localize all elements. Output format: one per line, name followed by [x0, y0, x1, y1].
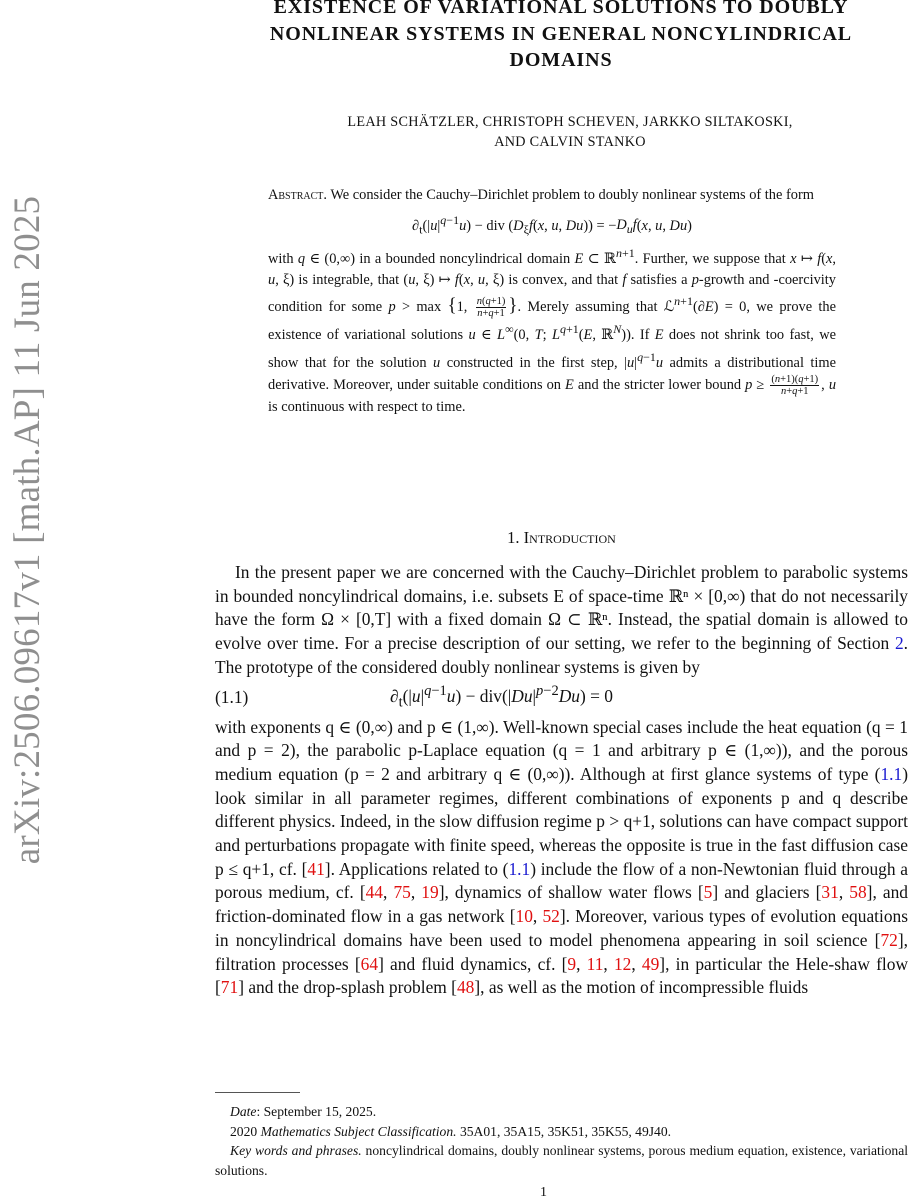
- msc-label: Mathematics Subject Classification.: [260, 1123, 457, 1139]
- text: ], as well as the motion of incompressible fluids: [474, 977, 809, 998]
- citation-19[interactable]: 19: [421, 882, 439, 903]
- citation-48[interactable]: 48: [456, 977, 475, 998]
- page-number: 1: [540, 1185, 547, 1200]
- arxiv-identifier-stamp: arXiv:2506.09617v1 [math.AP] 11 Jun 2025: [7, 195, 48, 865]
- citation-12[interactable]: 12: [613, 953, 632, 974]
- equation-1-1: [215, 680, 908, 716]
- abstract-body-a: with q ∈ (0,∞) in a bounded noncylindrical domain E ⊂ ℝ$^{n+1}$. Further, we suppose that x ↦ f(x, u, ξ) is integrable, that (u, ξ) ↦ f(x, u, ξ) is convex, and that f satisfies a p-growth and -coercivity condition for some p > max {1, $\frac{n(q+1)}{n+q+1}$ }. Merely assuming that ℒ$^{n+1}$(∂E) = 0, we prove the existence of variational solutions u ∈ L∞(0, T; $L^{q+1}(E$, ℝ$^N$)). If E does not shrink too fast, we show that for the solution u constructed in the first step, $|u|^{q-1}u$ admits a distributional time derivative. Moreover, under suitable conditions on E and the stricter lower bound p ≥ $\frac{(n+1)(q+1)}{n+q+1}$ , u is continuous with respect to time.: [268, 245, 837, 416]
- title-line-1: EXISTENCE OF VARIATIONAL SOLUTIONS TO DOUBLY: [273, 0, 849, 18]
- paper-title: [225, 0, 897, 74]
- equation-ref-link[interactable]: 1.1: [508, 858, 531, 879]
- citation-52[interactable]: 52: [542, 906, 560, 927]
- msc-value: 35A01, 35A15, 35K51, 35K55, 49J40.: [456, 1123, 672, 1139]
- citation-72[interactable]: 72: [880, 929, 898, 950]
- title-line-2: NONLINEAR SYSTEMS IN GENERAL NONCYLINDRICAL: [269, 22, 853, 45]
- keywords-value: noncylindrical domains, doubly nonlinear systems, porous medium equation, existence, variational solutions.: [215, 1143, 908, 1178]
- text: ]. Applications related to (: [324, 858, 509, 879]
- text: ] and glaciers [: [712, 882, 822, 903]
- citation-41[interactable]: 41: [307, 858, 325, 879]
- section-number: 1.: [507, 528, 520, 547]
- footnotes: [215, 1102, 908, 1180]
- title-line-3: DOMAINS: [509, 49, 613, 71]
- citation-44[interactable]: 44: [365, 882, 383, 903]
- section-2-link[interactable]: 2: [894, 633, 904, 654]
- citation-75[interactable]: 75: [393, 882, 411, 903]
- equation-ref-link[interactable]: 1.1: [880, 763, 903, 784]
- text: ] and fluid dynamics, cf. [: [378, 953, 568, 974]
- msc-year: 2020: [230, 1123, 261, 1139]
- text: with exponents q ∈ (0,∞) and p ∈ (1,∞). Well-known special cases include the heat equation (q = 1 and p = 2), the parabolic p-Laplace equation (q = 1 and arbitrary p ∈ (1,∞)), and the porous medium equation (p = 2 and arbitrary q ∈ (0,∞)). Although at first glance systems of type (: [215, 716, 908, 784]
- keywords-label: Key words and phrases.: [230, 1143, 362, 1158]
- equation-expression: $\partial_t(|u|^{q-1}u) - div(|Du|^{p-2}Du) = 0$: [390, 683, 613, 711]
- citation-49[interactable]: 49: [641, 953, 660, 974]
- citation-31[interactable]: 31: [821, 882, 839, 903]
- text: ], in particular the Hele-shaw flow [: [215, 953, 908, 998]
- date-value: : September 15, 2025.: [256, 1104, 377, 1119]
- authors-line-2: AND CALVIN STANKO: [494, 134, 646, 150]
- abstract: [268, 185, 836, 419]
- citation-10[interactable]: 10: [515, 906, 533, 927]
- section-title: Introduction: [523, 528, 616, 547]
- text: ], dynamics of shallow water flows [: [438, 882, 704, 903]
- text: ]. Moreover, various types of evolution equations in noncylindrical domains have been used to model phenomena appearing in soil science [: [215, 906, 908, 950]
- text: ) include the flow of a non-Newtonian fluid through a porous medium, cf. [: [215, 858, 908, 903]
- paragraph-2: with exponents q ∈ (0,∞) and p ∈ (1,∞). Well-known special cases include the heat equation (q = 1 and p = 2), the parabolic p-Laplace equation (q = 1 and arbitrary p ∈ (1,∞)), and the porous medium equation (p = 2 and arbitrary q ∈ (0,∞)). Although at first glance systems of type (1.1) look similar in all parameter regimes, different combinations of exponents p and q describe different physics. Indeed, in the slow diffusion regime p > q+1, solutions can have compact support and perturbations propagate with finite speed, whereas the opposite is true in the fast diffusion case p ≤ q+1, cf. [41]. Applications related to (1.1) include the flow of a non-Newtonian fluid through a porous medium, cf. [44, 75, 19], dynamics of shallow water flows [5] and glaciers [31, 58], and friction-dominated flow in a gas network [10, 52]. Moreover, various types of evolution equations in noncylindrical domains have been used to model phenomena appearing in soil science [72], filtration processes [64] and fluid dynamics, cf. [9, 11, 12, 49], in particular the Hele-shaw flow [71] and the drop-splash problem [48], as well as the motion of incompressible fluids: [215, 716, 908, 998]
- citation-58[interactable]: 58: [849, 882, 867, 903]
- footnote-date: [215, 1102, 908, 1122]
- footnote-msc: [215, 1122, 908, 1142]
- citation-64[interactable]: 64: [360, 953, 379, 974]
- section-heading-introduction: [215, 527, 908, 549]
- abstract-equation: $\partial_t(|u|^{q-1}u)$ − div ($D_\xi f(x$, u, $Du)) = -D_uf(x$, u, Du): [412, 212, 692, 237]
- authors-line-1: LEAH SCHÄTZLER, CHRISTOPH SCHEVEN, JARKKO SILTAKOSKI,: [347, 114, 793, 130]
- text: . The prototype of the considered doubly nonlinear systems is given by: [215, 633, 908, 677]
- citation-5[interactable]: 5: [703, 882, 713, 903]
- text: ) look similar in all parameter regimes, different combinations of exponents p and q describe different physics. Indeed, in the slow diffusion regime p > q+1, solutions can have compact support and perturbations propagate with finite speed, whereas the opposite is true in the fast diffusion case p ≤ q+1, cf. [: [215, 763, 908, 879]
- abstract-label: Abstract.: [268, 187, 327, 203]
- citation-11[interactable]: 11: [586, 953, 604, 974]
- date-label: Date: [230, 1104, 257, 1119]
- author-list: [260, 112, 880, 152]
- equation-number: (1.1): [215, 686, 249, 707]
- text: In the present paper we are concerned with the Cauchy–Dirichlet problem to parabolic systems in bounded noncylindrical domains, i.e. subsets E of space-time ℝⁿ × [0,∞) that do not necessarily have the form Ω × [0,T] with a fixed domain Ω ⊂ ℝⁿ. Instead, the spatial domain is allowed to evolve over time. For a precise description of our setting, we refer to the beginning of Section: [215, 562, 908, 654]
- citation-71[interactable]: 71: [220, 977, 239, 998]
- text: ], and friction-dominated flow in a gas network [: [215, 882, 908, 927]
- paragraph-1: [215, 561, 908, 680]
- footnote-keywords: [215, 1141, 908, 1180]
- main-text: [215, 561, 908, 1000]
- citation-9[interactable]: 9: [567, 953, 577, 974]
- footnote-divider: [215, 1092, 300, 1093]
- text: ], filtration processes [: [215, 929, 908, 974]
- abstract-intro: We consider the Cauchy–Dirichlet problem to doubly nonlinear systems of the form: [330, 187, 814, 203]
- text: ] and the drop-splash problem [: [238, 977, 457, 998]
